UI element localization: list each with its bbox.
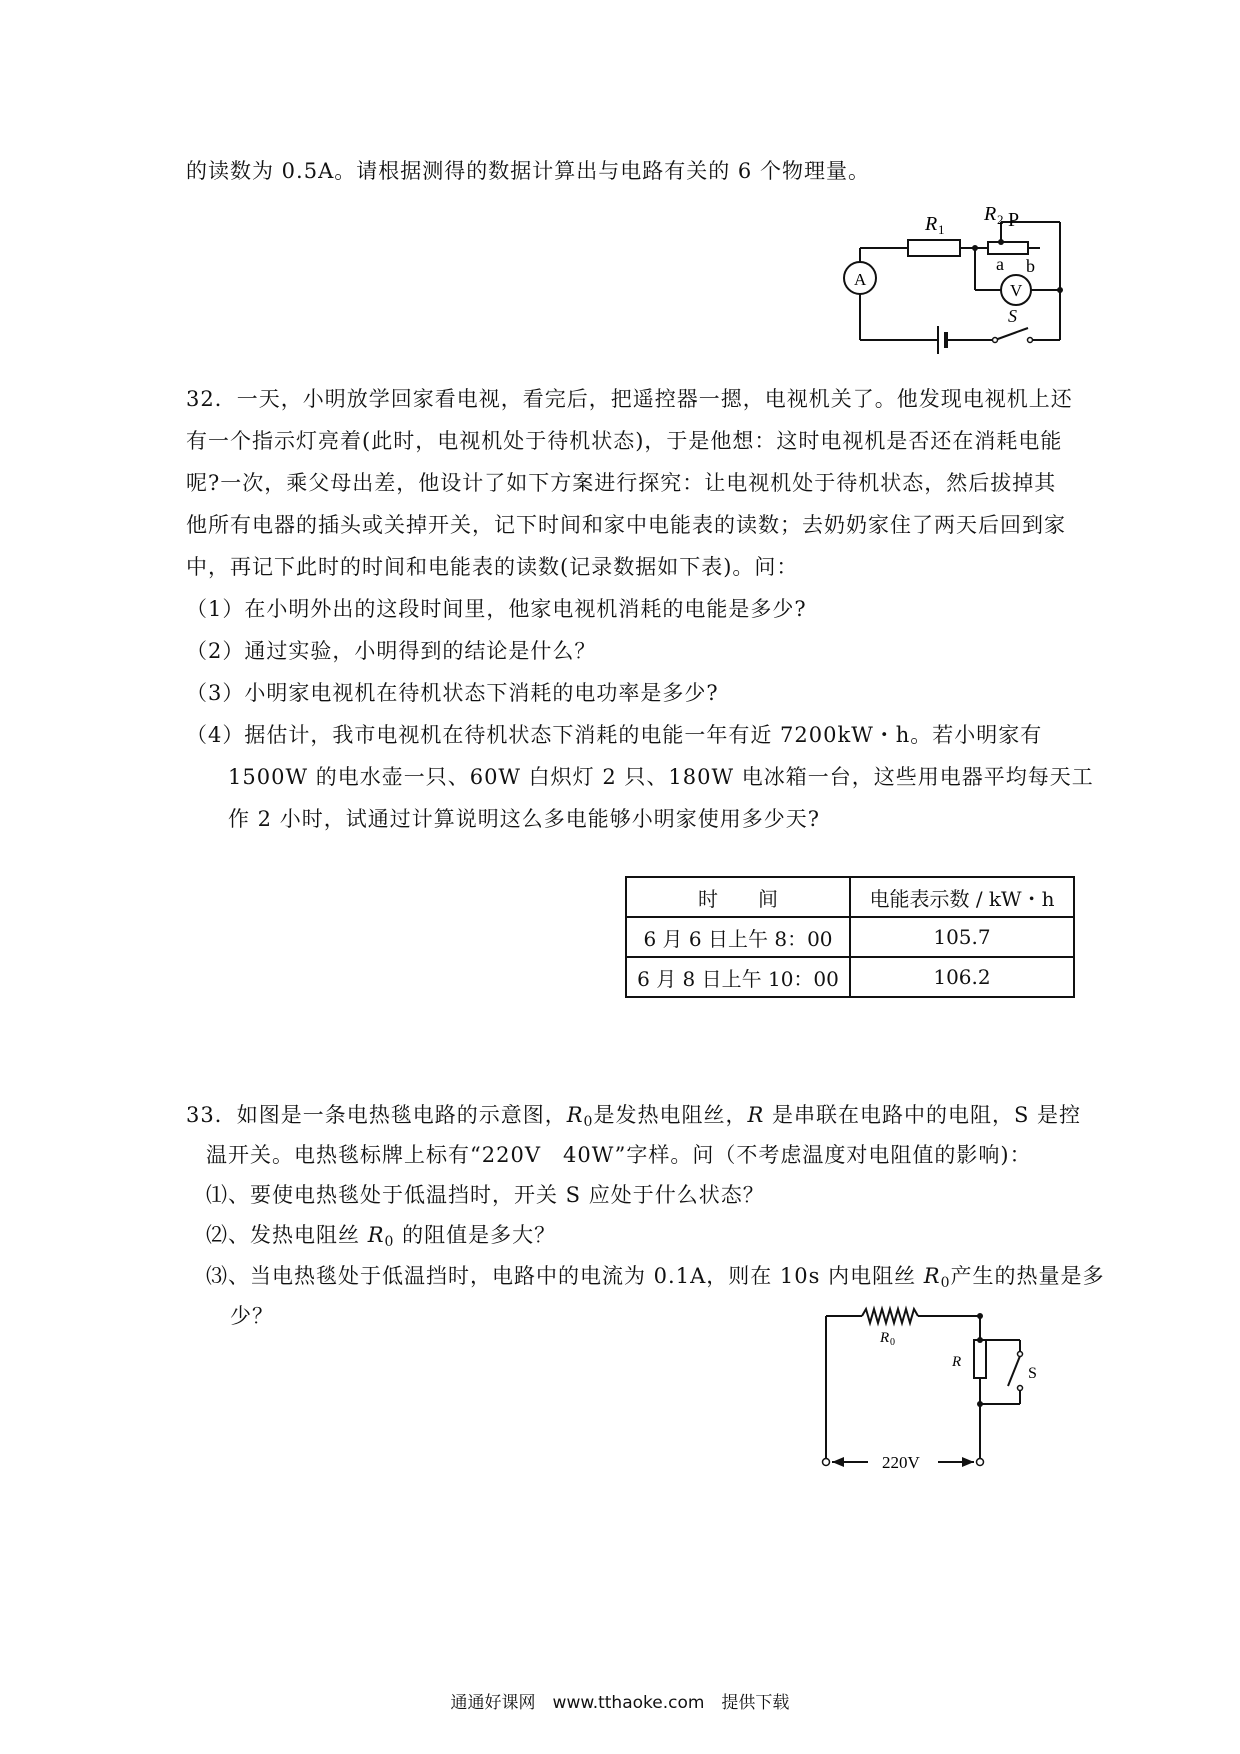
table-cell-reading: 105.7 <box>850 917 1074 957</box>
symbol-r0-sub: 0 <box>384 1234 395 1250</box>
symbol-r: R <box>747 1103 765 1127</box>
symbol-r0: R <box>566 1103 584 1127</box>
symbol-r0-sub: 0 <box>940 1275 951 1291</box>
table-cell-time: 6 月 8 日上午 10：00 <box>626 957 850 997</box>
q33-line-1-mid: 是发热电阻丝， <box>593 1103 748 1127</box>
label-ammeter: A <box>854 270 867 289</box>
table-header-time: 时 间 <box>626 877 850 917</box>
label-r0: R <box>880 1330 890 1346</box>
rheostat-r2 <box>988 242 1028 254</box>
q33-line-1-pre: 33．如图是一条电热毯电路的示意图， <box>186 1103 567 1127</box>
table-cell-time: 6 月 6 日上午 8：00 <box>626 917 850 957</box>
switch-s1 <box>995 328 1028 340</box>
q33-sub-3-cont: 少？ <box>230 1304 274 1328</box>
q32-sub-4-line-1: （4）据估计，我市电视机在待机状态下消耗的电能一年有近 7200kW・h。若小明家有 <box>186 723 1043 747</box>
table-row <box>626 957 1074 997</box>
resistor-r1 <box>908 240 960 256</box>
circuit-diagram-2 <box>810 1300 1070 1475</box>
table-header-row <box>626 877 1074 917</box>
label-r0-sub: 0 <box>890 1337 895 1348</box>
q32-sub-2: （2）通过实验，小明得到的结论是什么？ <box>186 639 597 663</box>
q32-sub-4-line-3: 作 2 小时，试通过计算说明这么多电能够小明家使用多少天? <box>228 807 820 831</box>
q32-sub-3: （3）小明家电视机在待机状态下消耗的电功率是多少? <box>186 681 719 705</box>
q32-line-1: 32．一天，小明放学回家看电视，看完后，把遥控器一摁，电视机关了。他发现电视机上还 <box>186 387 1073 411</box>
q32-line-4: 他所有电器的插头或关掉开关，记下时间和家中电能表的读数；去奶奶家住了两天后回到家 <box>186 513 1066 537</box>
q31-tail-text: 的读数为 0.5A。请根据测得的数据计算出与电路有关的 6 个物理量。 <box>186 159 870 183</box>
footer-credit: 通通好课网 www.tthaoke.com 提供下载 <box>450 1693 790 1713</box>
q33-sub-2-post: 的阻值是多大？ <box>394 1223 557 1247</box>
table-row <box>626 917 1074 957</box>
label-r1: R <box>925 213 938 235</box>
label-r2-sub: 2 <box>997 212 1004 227</box>
q33-sub-3-pre: ⑶、当电热毯处于低温挡时，电路中的电流为 0.1A，则在 10s 内电阻丝 <box>206 1264 924 1288</box>
label-s: S <box>1028 1365 1037 1382</box>
q33-line-2: 温开关。电热毯标牌上标有“220V 40W”字样。问（不考虑温度对电阻值的影响)： <box>206 1143 1032 1167</box>
q33-sub-3-post: 产生的热量是多 <box>950 1264 1105 1288</box>
label-switch: S <box>1008 306 1017 326</box>
switch-s <box>1008 1356 1020 1386</box>
q32-line-5: 中，再记下此时的时间和电能表的读数(记录数据如下表)。问： <box>186 555 799 579</box>
resistor-r <box>974 1340 986 1378</box>
symbol-r0: R <box>923 1264 941 1288</box>
table-header-reading: 电能表示数 / kW・h <box>850 877 1074 917</box>
q32-sub-1: （1）在小明外出的这段时间里，他家电视机消耗的电能是多少? <box>186 597 807 621</box>
label-b: b <box>1026 256 1035 276</box>
q33-sub-3 <box>206 1261 1105 1298</box>
q32-sub-4-line-2: 1500W 的电水壶一只、60W 白炽灯 2 只、180W 电冰箱一台，这些用电器平均每天工 <box>228 765 1094 789</box>
table-cell-reading: 106.2 <box>850 957 1074 997</box>
q33-sub-2-pre: ⑵、发热电阻丝 <box>206 1223 368 1247</box>
q33-line-1-post: 是串联在电路中的电阻，S 是控 <box>764 1103 1082 1127</box>
q33-line-1 <box>186 1100 1081 1137</box>
label-r1-sub: 1 <box>938 222 945 237</box>
label-voltmeter: V <box>1010 281 1023 300</box>
meter-reading-table <box>625 876 1075 998</box>
q32-line-3: 呢?一次，乘父母出差，他设计了如下方案进行探究：让电视机处于待机状态，然后拔掉其 <box>186 471 1057 495</box>
heating-wire-r0 <box>862 1309 918 1323</box>
symbol-r0: R <box>367 1223 385 1247</box>
symbol-r0-sub: 0 <box>583 1114 594 1130</box>
label-r2: R <box>984 203 997 225</box>
label-a: a <box>996 254 1004 274</box>
label-p: P <box>1008 209 1020 231</box>
circuit-diagram-1 <box>830 200 1090 370</box>
q33-sub-1: ⑴、要使电热毯处于低温挡时，开关 S 应处于什么状态？ <box>206 1183 765 1207</box>
q32-line-2: 有一个指示灯亮着(此时，电视机处于待机状态)，于是他想：这时电视机是否还在消耗电能 <box>186 429 1063 453</box>
label-r: R <box>952 1354 962 1370</box>
label-voltage: 220V <box>882 1453 920 1472</box>
q33-sub-2 <box>206 1220 556 1257</box>
